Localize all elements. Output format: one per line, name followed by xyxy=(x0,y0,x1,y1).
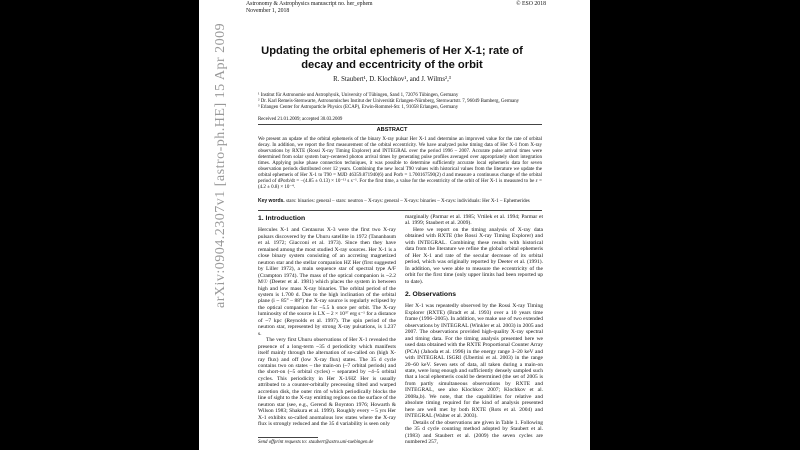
abstract-text: We present an update of the orbital ephemeris of the binary X-ray pulsar Her X-1 and determine an improved value for the rate of orbital decay. In addition, we report the first measurement of the orbital eccentricity. We have analyzed pulse timing data of Her X-1 from X-ray observations by RXTE (Rossi X-ray Timing Explorer) and INTEGRAL over the period 1996 – 2007. Accurate pulse arrival times were determined from solar system bary-centered photon arrival times by generating pulse profiles averaged over appropriately short integration times. Applying pulse phase connection techniques, it was possible to determine sufficiently accurate local ephemeris data for seven observation periods distributed over 12 years. Combining the new local T90 values with historical values from the literature we update the orbital ephemeris of Her X-1 to T90 = MJD 46359.871940(6) and Porb = 1.700167590(2) d and measure a continuous change of the orbital period of dPorb/dt = −(4.85 ± 0.13) × 10⁻¹¹ s s⁻¹. For the first time, a value for the eccentricity of the orbit of Her X-1 is measured to be ε = (4.2 ± 0.8) × 10⁻⁴. xyxy=(258,137,542,190)
arxiv-stamp: arXiv:0904.2307v1 [astro-ph.HE] 15 Apr 2009 xyxy=(213,22,228,308)
keywords-text: stars: binaries: general – stars: neutron – X-rays: general – X-rays: binaries – X-rays: individuals: Her X-1 – Ephemerides xyxy=(285,199,530,204)
manuscript-date: November 1, 2018 xyxy=(246,8,290,14)
paper-title: Updating the orbital ephemeris of Her X-1; rate of decay and eccentricity of the orbit xyxy=(261,45,523,71)
affiliations xyxy=(258,93,558,111)
keywords-label: Key words. xyxy=(258,198,285,204)
affiliation: ² Dr. Karl Remeis-Sternwarte, Astronomisches Institut der Universität Erlangen-Nürnberg, Sternwartstr. 7, 96049 Bamberg, Germany xyxy=(258,99,520,104)
copyright: © ESO 2018 xyxy=(516,1,546,7)
footnote-rule xyxy=(258,437,318,438)
journal-line: Astronomy & Astrophysics manuscript no. her_ephem xyxy=(246,1,373,7)
section-heading: 1. Introduction xyxy=(258,215,306,222)
paragraph: Her X-1 was repeatedly observed by the Rossi X-ray Timing Explorer (RXTE) (Bradt et al. 1993) over a 10 years time frame (1996–2005). In addition, we make use of two extended observations by INTEGRAL (Winkler et al. 2003) in 2005 and 2007. The observations provided high-quality X-ray spectral and timing data. For the timing analysis presented here we used data obtained with the RXTE Proportional Counter Array (PCA) (Jahoda et al. 1996) in the energy range 3–20 keV and with INTEGRAL ISGRI (Ubertini et al. 2003) in the range 20–60 keV. Seven sets of data, all taken during a main-on state, were long enough and sufficiently densely sampled such that a local ephemeris could be determined (the set of 2005 is from partly simultaneous observations by RXTE and INTEGRAL, see also Klochkov 2007; Klochkov et al. 2008a,b). We note, that the capabilities for relative and absolute timing required for the kind of analysis presented here are well met by both RXTE (Rots et al. 2004) and INTEGRAL (Walter et al. 2003). xyxy=(405,303,543,420)
paragraph: The very first Uhuru observations of Her X-1 revealed the presence of a long-term ~35 d periodicity which manifests itself mainly through the alternation of so-called on (high X-ray flux) and off (low X-ray flux) states. The 35 d cycle contains two on states – the main-on (~7 orbital periods) and the short-on (~5 orbital cycles) – separated by ~4–5 orbital cycles. This periodicity in Her X-1/HZ Her is usually attributed to a counter-orbitally precessing tilted and warped accretion disk, the outer rim of which periodically blocks the line of sight to the X-ray emitting regions on the surface of the neutron star (see, e.g., Gerend & Boynton 1976; Howarth & Wilson 1983; Shakura et al. 1999). Roughly every ~ 5 yrs Her X-1 exhibits so-called anomalous low states where the X-ray flux is strongly reduced and the 35 d variability is seen only xyxy=(258,337,396,428)
received-dates: Received 21.01.2009; accepted 30.03.2009 xyxy=(258,117,343,122)
affiliation: ¹ Institut für Astronomie und Astrophysik, University of Tübingen, Sand 1, 72076 Tübingen, Germany xyxy=(258,93,459,98)
keywords xyxy=(258,198,542,205)
footnote: Send offprint requests to: staubert@astro.uni-tuebingen.de xyxy=(258,440,374,445)
author-list: R. Staubert¹, D. Klochkov¹, and J. Wilms²,³ xyxy=(333,76,451,83)
paragraph: Here we report on the timing analysis of X-ray data obtained with RXTE (the Rossi X-ray Timing Explorer) and with INTEGRAL. Combining these results with historical data from the literature we refine the global orbital ephemeris of Her X-1 and rate of the secular decrease of its orbital period, which was originally reported by Deeter et al. (1991). In addition, we were able to measure the eccentricity of the orbit for the first time (only upper limits had been reported up to date). xyxy=(405,226,543,285)
right-column xyxy=(405,214,543,445)
abstract-heading: ABSTRACT xyxy=(376,127,408,133)
divider xyxy=(258,210,542,211)
divider xyxy=(258,124,542,125)
running-header xyxy=(246,1,546,15)
paragraph: Hercules X-1 and Centaurus X-3 were the first two X-ray pulsars discovered by the Uhuru satellite in 1972 (Tananbaum et al. 1972; Giacconi et al. 1973). Since then they have remained among the most studied X-ray sources. Her X-1 is a close binary system consisting of an accreting magnetized neutron star and the stellar companion HZ Her (first suggested by Liller 1972), a main sequence star of spectral type A/F (Crampton 1974). The mass of the optical companion is ~2.2 M☉ (Deeter et al. 1981) which places the system in between high and low mass X-ray binaries. The orbital period of the system is 1.700 d. Due to the high inclination of the orbital plane (i ~ 85° – 88°) the X-ray source is regularly eclipsed by the optical companion for ~5.5 h once per orbit. The X-ray luminosity of the source is LX ~ 2 × 10³⁷ erg s⁻¹ for a distance of ~7 kpc (Reynolds et al. 1997). The spin period of the neutron star, represented by strong X-ray pulsations, is 1.237 s. xyxy=(258,227,396,337)
affiliation: ³ Erlangen Center for Astroparticle Physics (ECAP), Erwin-Rommel-Str. 1, 91058 Erlangen, Germany xyxy=(258,105,459,110)
left-column xyxy=(258,214,396,428)
paper-page xyxy=(199,0,590,450)
section-heading: 2. Observations xyxy=(405,290,456,298)
paragraph: marginally (Parmar et al. 1985; Vrtilek et al. 1994; Parmar et al. 1999; Staubert et al. 2009). xyxy=(405,214,543,227)
paragraph: Details of the observations are given in Table 1. Following the 35 d cycle counting method adopted by Staubert et al. (1983) and Staubert et al. (2009) the seven cycles are numbered 257, xyxy=(405,419,543,445)
